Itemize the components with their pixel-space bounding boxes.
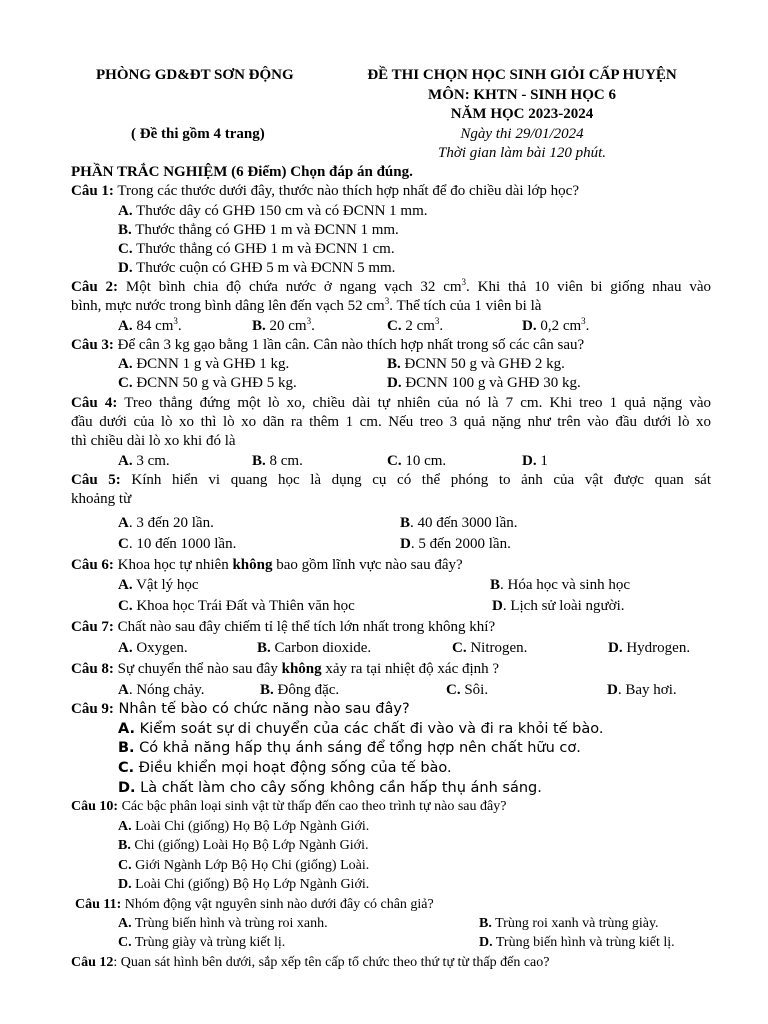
option-letter: C.	[118, 598, 133, 614]
q8-option-b[interactable]	[260, 681, 339, 699]
question-text: bao gồm lĩnh vực nào sau đây?	[272, 557, 463, 573]
option-text: Khoa học Trái Đất và Thiên văn học	[132, 598, 355, 614]
q7-option-a[interactable]	[118, 639, 188, 657]
q6-option-d[interactable]	[492, 597, 625, 615]
question-4-cont: đầu dưới của lò xo thì lò xo dãn ra thêm 1 cm. Nếu treo 3 quả nặng như trên vào đầu dưới lò xo	[71, 414, 711, 430]
option-letter: D.	[522, 318, 537, 334]
page-count: ( Đề thi gồm 4 trang)	[131, 126, 265, 142]
option-text: Hydrogen.	[622, 640, 691, 656]
option-text: 0,2 cm	[540, 318, 582, 334]
emphasis: không	[232, 557, 273, 573]
option-text: . 3 đến 20 lần.	[128, 515, 214, 531]
option-text: . 5 đến 2000 lần.	[410, 536, 511, 552]
question-3	[71, 336, 584, 354]
option-letter: C.	[118, 241, 133, 257]
question-text: Trong các thước dưới đây, thước nào thích hợp nhất để đo chiều dài lớp học?	[113, 183, 579, 199]
option-text: . Hóa học và sinh học	[500, 577, 630, 593]
q3-option-b[interactable]	[387, 355, 565, 373]
q1-option-b[interactable]	[118, 221, 399, 239]
org-name: PHÒNG GD&ĐT SƠN ĐỘNG	[96, 67, 294, 83]
option-letter: A.	[118, 577, 133, 593]
option-text: 84 cm	[136, 318, 174, 334]
question-text: Để cân 3 kg gạo bằng 1 lần cân. Cân nào thích hợp nhất trong số các cân sau?	[113, 337, 585, 353]
question-8	[71, 660, 499, 678]
q11-option-b[interactable]	[479, 915, 659, 933]
option-text: . Nóng chảy.	[128, 682, 205, 698]
option-letter: C.	[446, 682, 461, 698]
option-letter: B.	[118, 740, 135, 756]
q3-option-a[interactable]	[118, 355, 289, 373]
option-text: . 40 đến 3000 lần.	[410, 515, 518, 531]
emphasis: không	[281, 661, 322, 677]
question-text: Một bình chia độ chứa nước ở ngang vạch 32 cm	[118, 279, 462, 295]
option-text: 10 cm.	[405, 453, 447, 469]
option-text: Là chất làm cho cây sống không cần hấp thụ ánh sáng.	[135, 780, 542, 796]
q3-option-c[interactable]	[118, 374, 297, 392]
option-text: Trùng biến hình và trùng roi xanh.	[131, 916, 328, 931]
option-text: ĐCNN 1 g và GHĐ 1 kg.	[136, 356, 290, 372]
question-10	[71, 798, 506, 816]
q2-option-b[interactable]: B. 20 $cm^3$.	[252, 316, 315, 334]
question-4	[71, 394, 711, 412]
question-text: Treo thẳng đứng một lò xo, chiều dài tự nhiên của nó là 7 cm. Khi treo 1 quả nặng vào	[117, 395, 712, 411]
option-letter: A	[118, 682, 129, 698]
question-2-cont	[71, 297, 541, 315]
option-letter: C.	[452, 640, 467, 656]
question-1	[71, 182, 579, 200]
superscript: 3	[434, 316, 440, 326]
option-letter: D.	[479, 935, 493, 950]
q5-option-a[interactable]	[118, 514, 214, 532]
option-text: ĐCNN 50 g và GHĐ 5 kg.	[136, 375, 297, 391]
option-text: Loài Chi (giống) Bộ Họ Lớp Ngành Giới.	[131, 877, 370, 892]
question-text: Chất nào sau đây chiếm tỉ lệ thể tích lớn nhất trong không khí?	[113, 619, 496, 635]
question-text: Nhân tế bào có chức năng nào sau đây?	[113, 701, 410, 717]
q7-option-b[interactable]	[257, 639, 371, 657]
option-text: . Bay hơi.	[617, 682, 677, 698]
q8-option-a[interactable]	[118, 681, 205, 699]
option-text: Loài Chi (giống) Họ Bộ Lớp Ngành Giới.	[131, 819, 370, 834]
option-letter: B	[490, 577, 501, 593]
section-title: PHẦN TRẮC NGHIỆM (6 Điểm) Chọn đáp án đúng.	[71, 164, 413, 180]
option-letter: D.	[387, 375, 402, 391]
option-text: Thước dây có GHĐ 150 cm và có ĐCNN 1 mm.	[136, 203, 428, 219]
superscript: 3	[461, 277, 467, 287]
option-letter: B.	[118, 222, 132, 238]
option-text: Thước thẳng có GHĐ 1 m và ĐCNN 1 mm.	[135, 222, 399, 238]
question-label: Câu 4:	[71, 395, 118, 411]
option-letter: A.	[118, 356, 133, 372]
option-letter: D	[492, 598, 503, 614]
option-text: Giới Ngành Lớp Bộ Họ Chi (giống) Loài.	[131, 858, 370, 873]
option-letter: D.	[608, 640, 623, 656]
option-text: 8 cm.	[269, 453, 303, 469]
option-letter: D.	[118, 877, 132, 892]
option-letter: C.	[118, 935, 132, 950]
option-letter: A.	[118, 916, 132, 931]
q5-option-c[interactable]	[118, 535, 236, 553]
question-2	[71, 278, 711, 296]
option-text: Nitrogen.	[466, 640, 528, 656]
exam-duration: Thời gian làm bài 120 phút.	[437, 145, 607, 161]
q4-option-c[interactable]	[387, 452, 446, 470]
option-letter: B	[400, 515, 411, 531]
exam-subject: MÔN: KHTN - SINH HỌC 6	[428, 87, 616, 103]
option-letter: A.	[118, 819, 132, 834]
question-text: Nhóm động vật nguyên sinh nào dưới đây có chân giả?	[121, 897, 434, 912]
question-text: Sự chuyển thể nào sau đây	[113, 661, 282, 677]
q10-option-a[interactable]	[118, 818, 369, 836]
option-text: ĐCNN 50 g và GHĐ 2 kg.	[404, 356, 565, 372]
option-letter: C.	[387, 453, 402, 469]
question-text: xảy ra tại nhiệt độ xác định ?	[321, 661, 500, 677]
option-text: 2 cm	[405, 318, 435, 334]
question-6	[71, 556, 463, 574]
option-letter: C.	[118, 858, 132, 873]
option-letter: A.	[118, 318, 133, 334]
option-letter: B.	[479, 916, 492, 931]
superscript: 3	[384, 296, 390, 306]
option-text: 20 cm	[269, 318, 307, 334]
question-label: Câu 5:	[71, 472, 121, 488]
option-letter: C.	[118, 375, 133, 391]
option-text: Trùng giày và trùng kiết lị.	[131, 935, 286, 950]
question-label: Câu 6:	[71, 557, 114, 573]
option-text: Đông đặc.	[273, 682, 340, 698]
option-letter: C.	[387, 318, 402, 334]
question-text: . Thể tích của 1 viên bi là	[389, 298, 542, 314]
superscript: 3	[306, 316, 312, 326]
question-text: Các bậc phân loại sinh vật từ thấp đến cao theo trình tự nào sau đây?	[118, 799, 507, 814]
q10-option-c[interactable]	[118, 857, 369, 875]
q11-option-a[interactable]	[118, 915, 328, 933]
option-text: Thước cuộn có GHĐ 5 m và ĐCNN 5 mm.	[136, 260, 396, 276]
question-9	[71, 700, 410, 718]
q6-option-b[interactable]	[490, 576, 630, 594]
q8-option-d[interactable]	[607, 681, 677, 699]
exam-year: NĂM HỌC 2023-2024	[450, 106, 594, 122]
option-letter: D.	[118, 260, 133, 276]
option-letter: C.	[118, 760, 135, 776]
q1-option-a[interactable]	[118, 202, 428, 220]
option-text: Trùng biến hình và trùng kiết lị.	[492, 935, 675, 950]
option-text: Vật lý học	[132, 577, 199, 593]
option-letter: B.	[260, 682, 274, 698]
option-text: Carbon dioxide.	[270, 640, 372, 656]
question-11	[75, 896, 434, 914]
q1-option-c[interactable]	[118, 240, 395, 258]
q4-option-b[interactable]	[252, 452, 303, 470]
q11-option-d[interactable]	[479, 934, 675, 952]
q2-option-c[interactable]: C. 2 $cm^3$.	[387, 316, 444, 334]
q10-option-b[interactable]	[118, 837, 368, 855]
option-text: . 10 đến 1000 lần.	[128, 536, 237, 552]
question-label: Câu 8:	[71, 661, 114, 677]
option-text: 1	[540, 453, 548, 469]
question-5	[71, 471, 711, 489]
option-text: Kiểm soát sự di chuyển của các chất đi vào và đi ra khỏi tế bào.	[135, 721, 604, 737]
question-label: Câu 9:	[71, 701, 114, 717]
question-text: : Quan sát hình bên dưới, sắp xếp tên cấp tổ chức theo thứ tự từ thấp đến cao?	[113, 955, 550, 970]
q4-option-a[interactable]	[118, 452, 170, 470]
option-letter: B.	[118, 838, 131, 853]
option-text: Có khả năng hấp thụ ánh sáng để tổng hợp nên chất hữu cơ.	[134, 740, 581, 756]
question-text: Khoa học tự nhiên	[113, 557, 233, 573]
option-letter: B.	[257, 640, 271, 656]
q9-option-a[interactable]	[118, 720, 603, 738]
question-label: Câu 12	[71, 955, 114, 970]
q9-option-b[interactable]	[118, 739, 581, 757]
q6-option-c[interactable]	[118, 597, 355, 615]
question-4-cont: thì chiều dài lò xo khi đó là	[71, 433, 236, 449]
option-letter: C	[118, 536, 129, 552]
option-text: Sôi.	[460, 682, 489, 698]
question-label: Câu 2:	[71, 279, 119, 295]
question-label: Câu 10:	[71, 799, 119, 814]
q7-option-d[interactable]	[608, 639, 690, 657]
option-letter: A.	[118, 453, 133, 469]
q4-option-d[interactable]	[522, 452, 548, 470]
question-text: . Khi thả 10 viên bi giống nhau vào	[466, 279, 711, 295]
option-text: Chi (giống) Loài Họ Bộ Lớp Ngành Giới.	[130, 838, 369, 853]
option-text: ĐCNN 100 g và GHĐ 30 kg.	[405, 375, 581, 391]
q5-option-b[interactable]	[400, 514, 518, 532]
question-label: Câu 3:	[71, 337, 114, 353]
option-text: 3 cm.	[136, 453, 170, 469]
exam-date: Ngày thi 29/01/2024	[460, 126, 584, 142]
option-letter: A.	[118, 203, 133, 219]
option-letter: D	[607, 682, 618, 698]
q10-option-d[interactable]	[118, 876, 369, 894]
q7-option-c[interactable]	[452, 639, 527, 657]
option-letter: A.	[118, 640, 133, 656]
q2-option-d[interactable]: D. 0,2 $cm^3$.	[522, 316, 590, 334]
q6-option-a[interactable]	[118, 576, 199, 594]
question-text: Kính hiển vi quang học là dụng cụ có thể phóng to ảnh của vật được quan sát	[120, 472, 712, 488]
question-text: bình, mực nước trong bình dâng lên đến vạch 52 cm	[71, 298, 385, 314]
q9-option-c[interactable]	[118, 759, 452, 777]
option-text: Điều khiển mọi hoạt động sống của tế bào.	[134, 760, 452, 776]
option-letter: D	[400, 536, 411, 552]
q3-option-d[interactable]	[387, 374, 581, 392]
option-text: . Lịch sử loài người.	[502, 598, 625, 614]
option-text: Thước thẳng có GHĐ 1 m và ĐCNN 1 cm.	[136, 241, 395, 257]
question-7	[71, 618, 495, 636]
superscript: 3	[173, 316, 178, 326]
exam-title: ĐỀ THI CHỌN HỌC SINH GIỎI CẤP HUYỆN	[367, 67, 677, 83]
option-letter: A.	[118, 721, 135, 737]
question-label: Câu 11:	[75, 897, 122, 912]
option-letter: A	[118, 515, 129, 531]
option-text: Trùng roi xanh và trùng giày.	[491, 916, 659, 931]
option-letter: D.	[118, 780, 136, 796]
question-label: Câu 7:	[71, 619, 114, 635]
option-letter: B.	[387, 356, 401, 372]
option-letter: B.	[252, 453, 266, 469]
option-letter: D.	[522, 453, 537, 469]
q1-option-d[interactable]	[118, 259, 395, 277]
q9-option-d[interactable]	[118, 779, 542, 797]
q8-option-c[interactable]	[446, 681, 488, 699]
superscript: 3	[581, 316, 586, 326]
q2-option-a[interactable]: A. 84 $cm^3$.	[118, 316, 182, 334]
q5-option-d[interactable]	[400, 535, 511, 553]
option-text: Oxygen.	[132, 640, 188, 656]
q11-option-c[interactable]	[118, 934, 285, 952]
question-5-cont: khoảng từ	[71, 491, 132, 507]
option-letter: B.	[252, 318, 266, 334]
question-12	[71, 954, 549, 972]
question-label: Câu 1:	[71, 183, 114, 199]
